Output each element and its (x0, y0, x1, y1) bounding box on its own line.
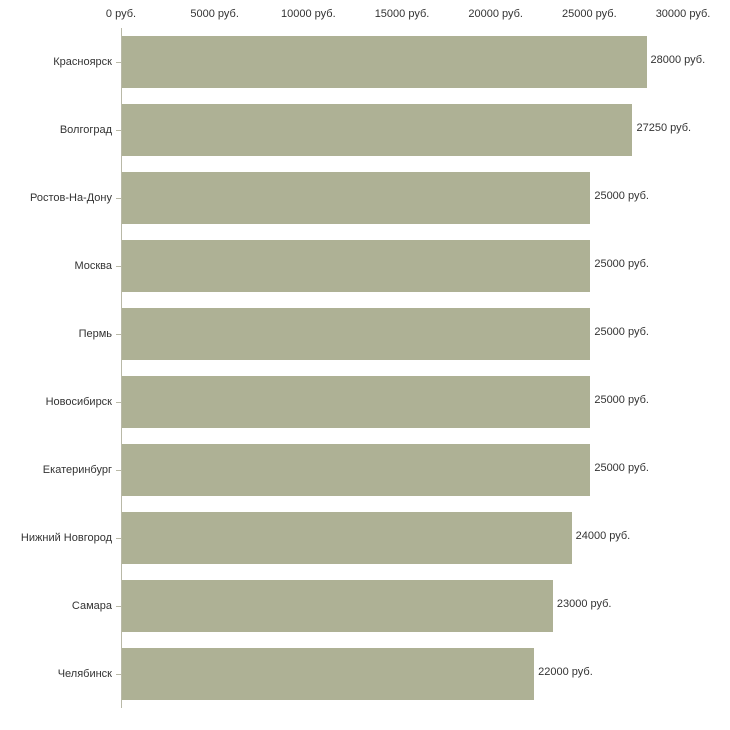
bar (122, 308, 590, 360)
y-axis-tick-mark (116, 402, 121, 403)
bar-row (0, 504, 730, 572)
x-axis (0, 0, 730, 28)
x-axis-tick-label: 20000 руб. (468, 8, 523, 20)
bar-row (0, 300, 730, 368)
bar-row (0, 368, 730, 436)
bar-value-label: 25000 руб. (594, 258, 649, 270)
category-label: Пермь (78, 328, 112, 340)
bar-row (0, 572, 730, 640)
bar-value-label: 24000 руб. (575, 530, 631, 542)
category-label: Ростов-На-Дону (29, 192, 112, 204)
y-axis-tick-mark (116, 130, 121, 131)
bar (122, 512, 572, 564)
bar-value-label: 22000 руб. (538, 666, 593, 678)
x-axis-tick-label: 10000 руб. (281, 8, 336, 20)
category-label: Новосибирск (45, 396, 112, 408)
bar-value-label: 23000 руб. (556, 598, 612, 610)
bar-value-label: 25000 руб. (594, 394, 649, 406)
bar-value-label: 28000 руб. (650, 54, 706, 66)
y-axis-tick-mark (116, 62, 121, 63)
bar (122, 648, 534, 700)
bar-row (0, 232, 730, 300)
bar (122, 36, 647, 88)
y-axis-tick-mark (116, 470, 121, 471)
bar (122, 172, 590, 224)
category-label: Самара (71, 600, 112, 612)
category-label: Красноярск (53, 56, 112, 68)
bar-row (0, 640, 730, 708)
x-axis-tick-label: 25000 руб. (562, 8, 617, 20)
bar-row (0, 28, 730, 96)
y-axis-tick-mark (116, 198, 121, 199)
bar-value-label: 27250 руб. (636, 122, 692, 134)
x-axis-tick-label: 30000 руб. (655, 8, 711, 20)
y-axis-tick-mark (116, 674, 121, 675)
bar-row (0, 96, 730, 164)
category-label: Челябинск (57, 668, 112, 680)
y-axis-tick-mark (116, 334, 121, 335)
bar-value-label: 25000 руб. (594, 326, 649, 338)
category-label: Волгоград (59, 124, 112, 136)
x-axis-tick-label: 5000 руб. (190, 8, 239, 20)
category-label: Москва (74, 260, 112, 272)
bar (122, 580, 553, 632)
y-axis-tick-mark (116, 266, 121, 267)
bar-value-label: 25000 руб. (594, 190, 649, 202)
bar-row (0, 164, 730, 232)
x-axis-tick-label: 15000 руб. (374, 8, 430, 20)
category-label: Нижний Новгород (20, 532, 112, 544)
bar-value-label: 25000 руб. (594, 462, 649, 474)
x-axis-tick-label: 0 руб. (105, 8, 137, 20)
bar-row (0, 436, 730, 504)
bar (122, 240, 590, 292)
y-axis-tick-mark (116, 538, 121, 539)
bar (122, 444, 590, 496)
plot-area (0, 28, 730, 718)
category-label: Екатеринбург (42, 464, 112, 476)
bar (122, 104, 632, 156)
bar (122, 376, 590, 428)
y-axis-tick-mark (116, 606, 121, 607)
